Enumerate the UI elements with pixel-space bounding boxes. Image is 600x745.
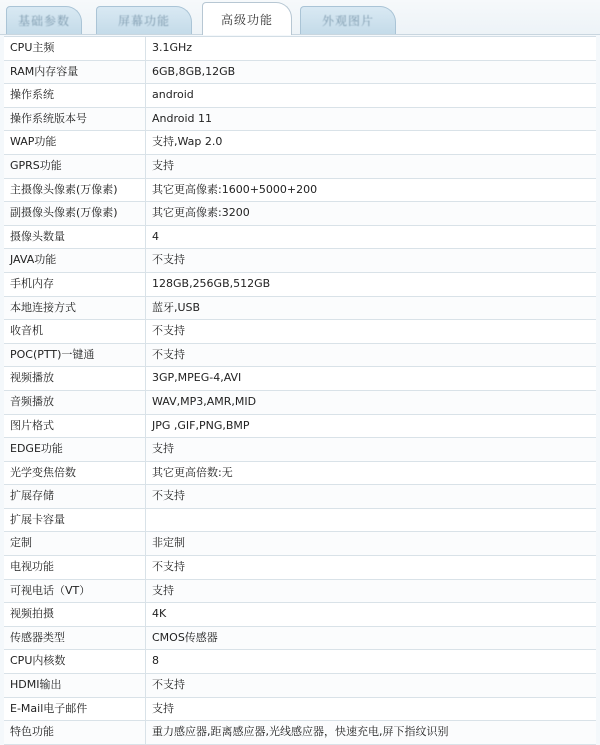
spec-row — [4, 721, 596, 745]
spec-value: 6GB,8GB,12GB — [152, 64, 236, 78]
spec-key: 副摄像头像素(万像素) — [4, 202, 146, 225]
spec-key: 音频播放 — [4, 391, 146, 414]
spec-key: 光学变焦倍数 — [4, 462, 146, 485]
spec-value: 支持 — [152, 583, 174, 597]
spec-value: 支持,Wap 2.0 — [152, 135, 223, 149]
spec-key: 定制 — [4, 532, 146, 555]
spec-row — [4, 37, 596, 61]
spec-key: WAP功能 — [4, 131, 146, 154]
spec-value: Android 11 — [152, 111, 213, 125]
tab-appearance-images[interactable] — [300, 6, 396, 34]
spec-row — [4, 249, 596, 273]
spec-row — [4, 179, 596, 203]
spec-value: android — [152, 88, 194, 102]
spec-value: WAV,MP3,AMR,MID — [152, 394, 257, 408]
spec-row — [4, 556, 596, 580]
tab-basic-params[interactable] — [6, 6, 82, 34]
spec-row — [4, 438, 596, 462]
spec-row — [4, 462, 596, 486]
spec-value: 3.1GHz — [152, 41, 193, 54]
spec-value: 支持 — [152, 701, 174, 715]
spec-value: 128GB,256GB,512GB — [152, 276, 271, 290]
spec-row — [4, 61, 596, 85]
spec-row — [4, 391, 596, 415]
spec-row — [4, 344, 596, 368]
spec-row — [4, 485, 596, 509]
spec-row — [4, 155, 596, 179]
tab-label: 基础参数 — [17, 14, 70, 28]
spec-value: 不支持 — [152, 560, 185, 574]
tab-screen-features[interactable] — [96, 6, 192, 34]
spec-key: HDMI输出 — [4, 674, 146, 697]
spec-row — [4, 226, 596, 250]
spec-value: 3GP,MPEG-4,AVI — [152, 371, 242, 385]
spec-row — [4, 650, 596, 674]
spec-table — [4, 36, 596, 745]
spec-row — [4, 108, 596, 132]
spec-value: 4 — [152, 229, 159, 243]
spec-key: 扩展存储 — [4, 485, 146, 508]
tab-label: 屏幕功能 — [117, 14, 170, 28]
spec-key: 视频播放 — [4, 367, 146, 390]
spec-key: 手机内存 — [4, 273, 146, 296]
spec-key: 操作系统版本号 — [4, 108, 146, 131]
spec-value: 4K — [152, 607, 167, 621]
spec-key: CPU内核数 — [4, 650, 146, 673]
spec-row — [4, 698, 596, 722]
tab-bar — [0, 0, 600, 35]
spec-value: 重力感应器,距离感应器,光线感应器，快速充电,屏下指纹识别 — [152, 725, 449, 739]
spec-value: 蓝牙,USB — [152, 300, 201, 314]
spec-row — [4, 509, 596, 533]
spec-key: CPU主频 — [4, 37, 146, 60]
spec-row — [4, 297, 596, 321]
tab-label: 外观图片 — [321, 14, 374, 28]
spec-row — [4, 273, 596, 297]
spec-key: GPRS功能 — [4, 155, 146, 178]
spec-value: CMOS传感器 — [152, 630, 218, 644]
spec-value: 8 — [152, 654, 159, 668]
spec-value: 支持 — [152, 158, 174, 172]
tab-advanced-features[interactable] — [202, 2, 292, 35]
spec-value: JPG ,GIF,PNG,BMP — [152, 418, 250, 432]
spec-key: 本地连接方式 — [4, 297, 146, 320]
spec-key: 电视功能 — [4, 556, 146, 579]
spec-value: 不支持 — [152, 253, 185, 267]
spec-key: 可视电话（VT） — [4, 580, 146, 603]
spec-key: JAVA功能 — [4, 249, 146, 272]
spec-row — [4, 603, 596, 627]
spec-row — [4, 367, 596, 391]
spec-key: 摄像头数量 — [4, 226, 146, 249]
spec-value: 其它更高像素:1600+5000+200 — [152, 182, 318, 196]
spec-row — [4, 202, 596, 226]
spec-row — [4, 532, 596, 556]
spec-key: 扩展卡容量 — [4, 509, 146, 532]
spec-value: 非定制 — [152, 536, 185, 550]
spec-row — [4, 674, 596, 698]
spec-key: 特色功能 — [4, 721, 146, 744]
spec-key: 视频拍摄 — [4, 603, 146, 626]
tab-label: 高级功能 — [220, 12, 273, 27]
spec-key: RAM内存容量 — [4, 61, 146, 84]
spec-key: POC(PTT)一键通 — [4, 344, 146, 367]
spec-value: 其它更高倍数:无 — [152, 465, 233, 479]
spec-key: 图片格式 — [4, 415, 146, 438]
spec-key: E-Mail电子邮件 — [4, 698, 146, 721]
spec-value: 其它更高像素:3200 — [152, 206, 250, 220]
spec-value: 不支持 — [152, 678, 185, 692]
spec-value: 不支持 — [152, 324, 185, 338]
spec-row — [4, 84, 596, 108]
spec-value: 不支持 — [152, 347, 185, 361]
spec-row — [4, 320, 596, 344]
spec-row — [4, 415, 596, 439]
spec-row — [4, 627, 596, 651]
spec-key: EDGE功能 — [4, 438, 146, 461]
spec-value: 不支持 — [152, 489, 185, 503]
spec-key: 操作系统 — [4, 84, 146, 107]
spec-key: 传感器类型 — [4, 627, 146, 650]
spec-value — [146, 509, 596, 532]
spec-key: 主摄像头像素(万像素) — [4, 179, 146, 202]
spec-row — [4, 131, 596, 155]
spec-value: 支持 — [152, 442, 174, 456]
spec-row — [4, 580, 596, 604]
spec-key: 收音机 — [4, 320, 146, 343]
